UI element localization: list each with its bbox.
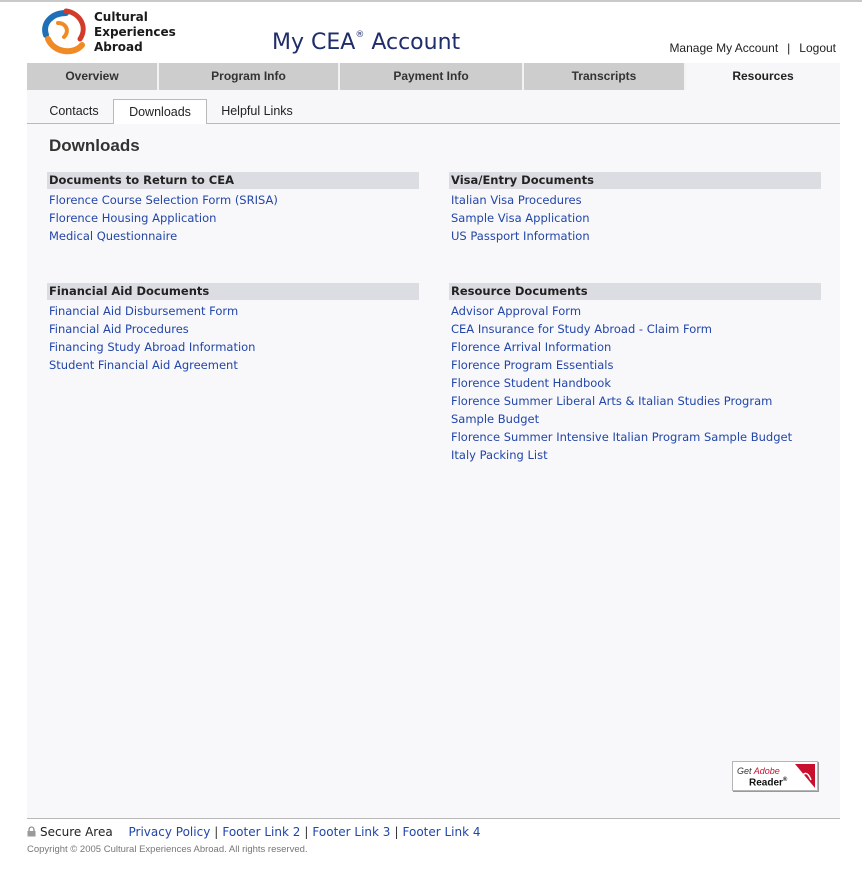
download-link[interactable]: Florence Student Handbook — [451, 376, 611, 390]
download-link[interactable]: Italy Packing List — [451, 448, 548, 462]
financial-aid-section — [47, 283, 419, 374]
list-item — [449, 338, 821, 356]
list-item — [449, 428, 821, 446]
list-item — [47, 209, 419, 227]
adobe-get-label: Get — [737, 766, 752, 776]
adobe-reader-icon — [791, 762, 817, 790]
subtab-helpful-links[interactable]: Helpful Links — [221, 104, 293, 118]
main-nav-tabs — [27, 63, 840, 90]
footer-separator: | — [214, 825, 219, 839]
tab-payment-info[interactable]: Payment Info — [340, 63, 524, 90]
download-list — [47, 302, 419, 374]
download-list — [449, 302, 821, 464]
list-item — [47, 191, 419, 209]
download-link[interactable]: Italian Visa Procedures — [451, 193, 582, 207]
footer-link-2[interactable]: Footer Link 2 — [222, 825, 301, 839]
footer-separator: | — [304, 825, 309, 839]
download-link[interactable]: Sample Visa Application — [451, 211, 590, 225]
footer-link-3[interactable]: Footer Link 3 — [312, 825, 391, 839]
visa-entry-section — [449, 172, 821, 245]
footer-divider — [27, 818, 840, 819]
download-link[interactable]: Sample Budget — [451, 412, 540, 426]
logo-line-1: Cultural — [94, 10, 148, 24]
download-link[interactable]: Advisor Approval Form — [451, 304, 582, 318]
download-link[interactable]: Florence Course Selection Form (SRISA) — [49, 193, 278, 207]
download-link[interactable]: Financing Study Abroad Information — [49, 340, 256, 354]
logout-link[interactable]: Logout — [799, 41, 836, 55]
adobe-badge-text — [737, 766, 780, 776]
download-link[interactable]: Medical Questionnaire — [49, 229, 178, 243]
registered-mark: ® — [355, 29, 365, 40]
manage-account-link[interactable]: Manage My Account — [669, 41, 779, 55]
tab-overview[interactable]: Overview — [27, 63, 159, 90]
download-link[interactable]: Florence Summer Intensive Italian Program Sample Budget — [451, 430, 793, 444]
logo-wordmark — [94, 10, 176, 55]
section-header: Documents to Return to CEA — [47, 172, 419, 189]
list-item — [449, 446, 821, 464]
page-title — [272, 30, 460, 55]
download-link[interactable]: Student Financial Aid Agreement — [49, 358, 238, 372]
adobe-product-label — [749, 777, 787, 788]
list-item — [449, 227, 821, 245]
adobe-reader-label: Reader — [749, 777, 783, 789]
download-link[interactable]: Financial Aid Disbursement Form — [49, 304, 239, 318]
list-item — [449, 209, 821, 227]
sub-nav-tabs — [27, 90, 840, 124]
download-link[interactable]: US Passport Information — [451, 229, 590, 243]
download-link[interactable]: Florence Summer Liberal Arts & Italian Studies Program — [451, 394, 773, 408]
logo-line-2: Experiences — [94, 25, 176, 39]
tab-program-info[interactable]: Program Info — [159, 63, 340, 90]
adobe-trademark: ® — [782, 777, 788, 783]
main-content — [27, 124, 840, 818]
secure-area-label: Secure Area — [40, 825, 113, 839]
list-item — [449, 191, 821, 209]
footer-link-4[interactable]: Footer Link 4 — [402, 825, 481, 839]
lock-icon — [27, 826, 36, 837]
list-item — [449, 320, 821, 338]
download-link[interactable]: Florence Housing Application — [49, 211, 217, 225]
top-border — [0, 0, 862, 2]
adobe-brand-label: Adobe — [753, 766, 780, 776]
footer — [27, 825, 481, 839]
download-link[interactable]: Florence Arrival Information — [451, 340, 612, 354]
page-title-suffix: Account — [371, 30, 461, 55]
footer-separator: | — [394, 825, 399, 839]
list-item — [449, 410, 821, 428]
get-adobe-reader-button[interactable] — [732, 761, 818, 791]
download-link[interactable]: Florence Program Essentials — [451, 358, 614, 372]
list-item — [47, 338, 419, 356]
section-heading: Downloads — [49, 136, 140, 155]
resource-documents-section — [449, 283, 821, 464]
footer-link-privacy[interactable]: Privacy Policy — [128, 825, 211, 839]
list-item — [449, 392, 821, 410]
download-link[interactable]: Financial Aid Procedures — [49, 322, 189, 336]
list-item — [449, 374, 821, 392]
subtab-downloads[interactable]: Downloads — [113, 99, 207, 125]
documents-to-return-section — [47, 172, 419, 245]
section-header: Financial Aid Documents — [47, 283, 419, 300]
list-item — [449, 302, 821, 320]
download-list — [449, 191, 821, 245]
tab-transcripts[interactable]: Transcripts — [524, 63, 686, 90]
page-title-main: My CEA — [272, 30, 356, 55]
logo-line-3: Abroad — [94, 40, 143, 54]
section-header: Resource Documents — [449, 283, 821, 300]
list-item — [47, 302, 419, 320]
list-item — [47, 356, 419, 374]
list-item — [449, 356, 821, 374]
tab-resources[interactable]: Resources — [686, 63, 840, 90]
download-list — [47, 191, 419, 245]
copyright-notice: Copyright © 2005 Cultural Experiences Abroad. All rights reserved. — [27, 844, 308, 855]
subtab-contacts[interactable]: Contacts — [49, 104, 99, 118]
account-links — [669, 41, 836, 55]
list-item — [47, 320, 419, 338]
header-separator: | — [787, 41, 791, 55]
list-item — [47, 227, 419, 245]
cea-logo[interactable] — [36, 5, 196, 61]
download-link[interactable]: CEA Insurance for Study Abroad - Claim Form — [451, 322, 713, 336]
section-header: Visa/Entry Documents — [449, 172, 821, 189]
cea-logo-mark-icon — [36, 5, 92, 61]
